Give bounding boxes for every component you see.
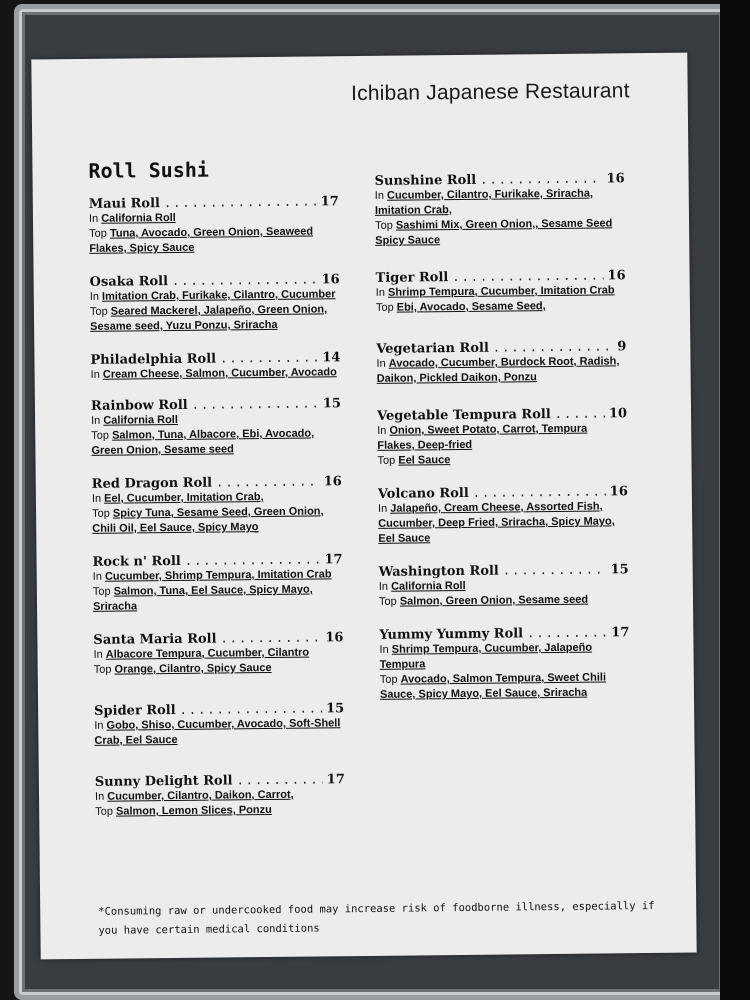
ingredient-list: Cucumber, Cilantro, Daikon, Carrot, <box>107 788 294 803</box>
ingredient-list: Cucumber, Shrimp Tempura, Imitation Crab <box>104 568 332 583</box>
dot-leader <box>527 625 607 640</box>
ingredient-list: Cucumber, Cilantro, Furikake, Sriracha, Imitation Crab, <box>374 187 594 217</box>
menu-item-ingredients <box>376 283 626 301</box>
ingredient-label: Top <box>91 429 113 442</box>
ingredient-label: In <box>91 414 104 427</box>
ingredient-label: In <box>377 502 391 515</box>
ingredient-list: Sashimi Mix, Green Onion,, Sesame Seed Spicy Sauce <box>375 217 613 247</box>
ingredient-label: Top <box>92 507 113 520</box>
menu-item-name: Tiger Roll <box>375 270 449 286</box>
section-title: Roll Sushi <box>88 157 210 183</box>
ingredient-label: In <box>93 648 106 661</box>
menu-item-price: 17 <box>324 552 343 568</box>
menu-item-ingredients <box>377 421 627 454</box>
ingredient-list: Salmon, Lemon Slices, Ponzu <box>115 803 272 818</box>
menu-item-ingredients <box>376 354 626 387</box>
dot-leader <box>503 562 607 577</box>
ingredient-list: Salmon, Tuna, Albacore, Ebi, Avocado, Green Onion, Sesame seed <box>91 427 315 457</box>
menu-item-ingredients <box>375 216 625 249</box>
menu-item <box>90 350 340 383</box>
dot-leader <box>216 474 320 489</box>
ingredient-list: Spicy Tuna, Sesame Seed, Green Onion, Chili Oil, Eel Sauce, Spicy Mayo <box>92 505 324 535</box>
ingredient-list: Orange, Cilantro, Spicy Sauce <box>114 661 272 676</box>
menu-item-price: 14 <box>322 350 341 366</box>
menu-item <box>94 701 344 749</box>
menu-item-price: 15 <box>610 562 629 578</box>
menu-item-ingredients <box>379 640 629 673</box>
ingredient-list: Ebi, Avocado, Sesame Seed, <box>396 300 546 314</box>
menu-item-name: Rainbow Roll <box>90 397 188 414</box>
ingredient-label: Top <box>375 301 397 314</box>
ingredient-label: In <box>88 212 102 225</box>
dot-leader <box>172 272 318 288</box>
ingredient-list: Avocado, Cucumber, Burdock Root, Radish, Daikon, Pickled Daikon, Ponzu <box>376 355 620 385</box>
menu-item <box>377 406 628 469</box>
ingredient-list: Avocado, Salmon Tempura, Sweet Chili Sauce, Spicy Mayo, Eel Sauce, Sriracha <box>379 671 607 701</box>
menu-item-price: 16 <box>321 272 340 288</box>
ingredient-label: Top <box>92 585 114 598</box>
ingredient-list: Gobo, Shiso, Cucumber, Avocado, Soft-Shell Crab, Eel Sauce <box>94 717 341 747</box>
menu-item-price: 17 <box>326 772 345 788</box>
dot-leader <box>473 484 606 499</box>
ingredient-label: In <box>92 570 106 583</box>
ingredient-label: In <box>91 492 105 505</box>
dot-leader <box>555 406 605 421</box>
menu-item-name: Sunshine Roll <box>374 172 477 189</box>
ingredient-label: In <box>90 368 103 381</box>
menu-item <box>375 171 626 249</box>
menu-item-name: Red Dragon Roll <box>91 475 213 492</box>
menu-item-price: 17 <box>611 625 630 641</box>
menu-item-ingredients <box>375 186 625 219</box>
ingredient-label: In <box>379 643 392 656</box>
menu-item-price: 15 <box>325 701 345 717</box>
menu-item <box>379 562 629 610</box>
ingredient-list: California Roll <box>103 413 178 427</box>
ingredient-label: In <box>378 580 392 593</box>
ingredient-label: In <box>94 790 108 803</box>
menu-item-name: Maui Roll <box>88 196 160 212</box>
menu-item-ingredients <box>378 499 628 547</box>
ingredient-list: Seared Mackerel, Jalapeño, Green Onion, Sesame seed, Yuzu Ponzu, Sriracha <box>90 303 328 333</box>
ingredient-list: Shrimp Tempura, Cucumber, Jalapeño Tempura <box>379 641 593 671</box>
dot-leader <box>185 552 321 567</box>
menu-item-price: 16 <box>607 268 626 284</box>
ingredient-label: Top <box>89 227 110 240</box>
menu-item-ingredients <box>93 582 343 615</box>
menu-item-name: Yummy Yummy Roll <box>379 626 524 643</box>
dot-leader <box>493 339 614 354</box>
menu-item-price: 16 <box>609 484 628 500</box>
left-column <box>89 194 346 820</box>
dot-leader <box>236 772 322 787</box>
menu-item-price: 10 <box>608 406 628 422</box>
ingredient-list: Shrimp Tempura, Cucumber, Imitation Crab <box>387 284 615 299</box>
menu-item <box>92 552 343 615</box>
menu-item-name: Spider Roll <box>94 702 176 719</box>
menu-item-price: 16 <box>323 474 342 490</box>
menu-item <box>379 625 630 703</box>
menu-item <box>92 474 343 537</box>
ingredient-list: Albacore Tempura, Cucumber, Cilantro <box>105 646 310 661</box>
menu-item <box>91 396 342 459</box>
menu-item <box>89 194 340 257</box>
ingredient-label: In <box>94 719 107 732</box>
dot-leader <box>192 396 319 411</box>
menu-item-name: Philadelphia Roll <box>90 351 217 368</box>
menu-item <box>90 272 341 335</box>
menu-item-ingredients <box>377 451 627 469</box>
menu-item <box>378 484 629 547</box>
ingredient-list: California Roll <box>101 211 176 225</box>
menu-item-name: Rock n' Roll <box>92 553 181 570</box>
menu-item-ingredients <box>91 365 341 383</box>
right-column <box>375 171 631 703</box>
dot-leader <box>220 630 321 645</box>
menu-item-price: 16 <box>325 630 344 646</box>
menu-item-name: Santa Maria Roll <box>93 631 217 648</box>
ingredient-label: Top <box>378 595 400 608</box>
ingredient-list: California Roll <box>391 579 466 593</box>
ingredient-list: Salmon, Green Onion, Sesame seed <box>399 593 589 608</box>
ingredient-list: Eel, Cucumber, Imitation Crab, <box>104 491 264 505</box>
menu-item-ingredients <box>94 716 344 749</box>
menu-item-name: Vegetarian Roll <box>376 340 489 357</box>
dot-leader <box>180 701 323 716</box>
ingredient-label: Top <box>93 663 115 676</box>
menu-item-ingredients <box>89 224 339 257</box>
ingredient-label: Top <box>95 805 117 818</box>
ingredient-list: Eel Sauce <box>398 454 451 467</box>
dot-leader <box>452 268 603 284</box>
ingredient-list: Imitation Crab, Furikake, Cilantro, Cucumber <box>101 288 336 303</box>
menu-item-name: Volcano Roll <box>377 485 469 502</box>
menu-item-ingredients <box>93 645 343 663</box>
menu-item-ingredients <box>379 592 629 610</box>
ingredient-list: Onion, Sweet Potato, Carrot, Tempura Flakes, Deep-fried <box>377 422 588 452</box>
menu-item-price: 17 <box>320 194 339 210</box>
menu-item <box>376 339 626 387</box>
ingredient-label: In <box>377 424 390 437</box>
ingredient-list: Jalapeño, Cream Cheese, Assorted Fish, Cucumber, Deep Fried, Sriracha, Spicy Mayo, Eel Sauce <box>378 500 615 545</box>
menu-item-name: Osaka Roll <box>89 274 169 290</box>
ingredient-label: Top <box>375 219 396 232</box>
menu-item <box>95 772 345 820</box>
ingredient-label: In <box>376 357 389 370</box>
ingredient-list: Salmon, Tuna, Eel Sauce, Spicy Mayo, Sriracha <box>92 583 313 613</box>
menu-item-name: Sunny Delight Roll <box>94 773 233 790</box>
ingredient-label: Top <box>89 305 111 318</box>
ingredient-list: Tuna, Avocado, Green Onion, Seaweed Flakes, Spicy Sauce <box>89 225 314 255</box>
menu-page <box>31 53 696 960</box>
menu-item-ingredients <box>91 426 341 459</box>
menu-item-name: Washington Roll <box>378 563 499 580</box>
menu-item-ingredients <box>376 298 626 316</box>
dot-leader <box>164 194 317 210</box>
menu-item-ingredients <box>92 504 342 537</box>
ingredient-label: Top <box>377 454 399 467</box>
dot-leader <box>220 350 318 365</box>
menu-item-price: 15 <box>322 396 342 412</box>
menu-item <box>376 268 626 316</box>
restaurant-name: Ichiban Japanese Restaurant <box>350 79 630 106</box>
ingredient-label: In <box>89 290 103 303</box>
menu-item-name: Vegetable Tempura Roll <box>376 407 551 424</box>
menu-item-ingredients <box>380 670 630 703</box>
menu-item-ingredients <box>95 802 345 820</box>
menu-item-ingredients <box>90 302 340 335</box>
menu-item-price: 16 <box>606 171 625 187</box>
dot-leader <box>480 171 602 186</box>
menu-item-ingredients <box>94 660 344 678</box>
ingredient-label: In <box>374 189 388 202</box>
menu-item-price: 9 <box>617 339 627 355</box>
food-safety-disclaimer: *Consuming raw or undercooked food may increase risk of foodborne illness, especially if you have certain medical conditions <box>98 899 655 937</box>
ingredient-list: Cream Cheese, Salmon, Cucumber, Avocado <box>102 366 337 381</box>
ingredient-label: Top <box>379 673 401 686</box>
ingredient-label: In <box>375 286 389 299</box>
table-background <box>720 0 750 1000</box>
menu-item <box>93 630 343 678</box>
